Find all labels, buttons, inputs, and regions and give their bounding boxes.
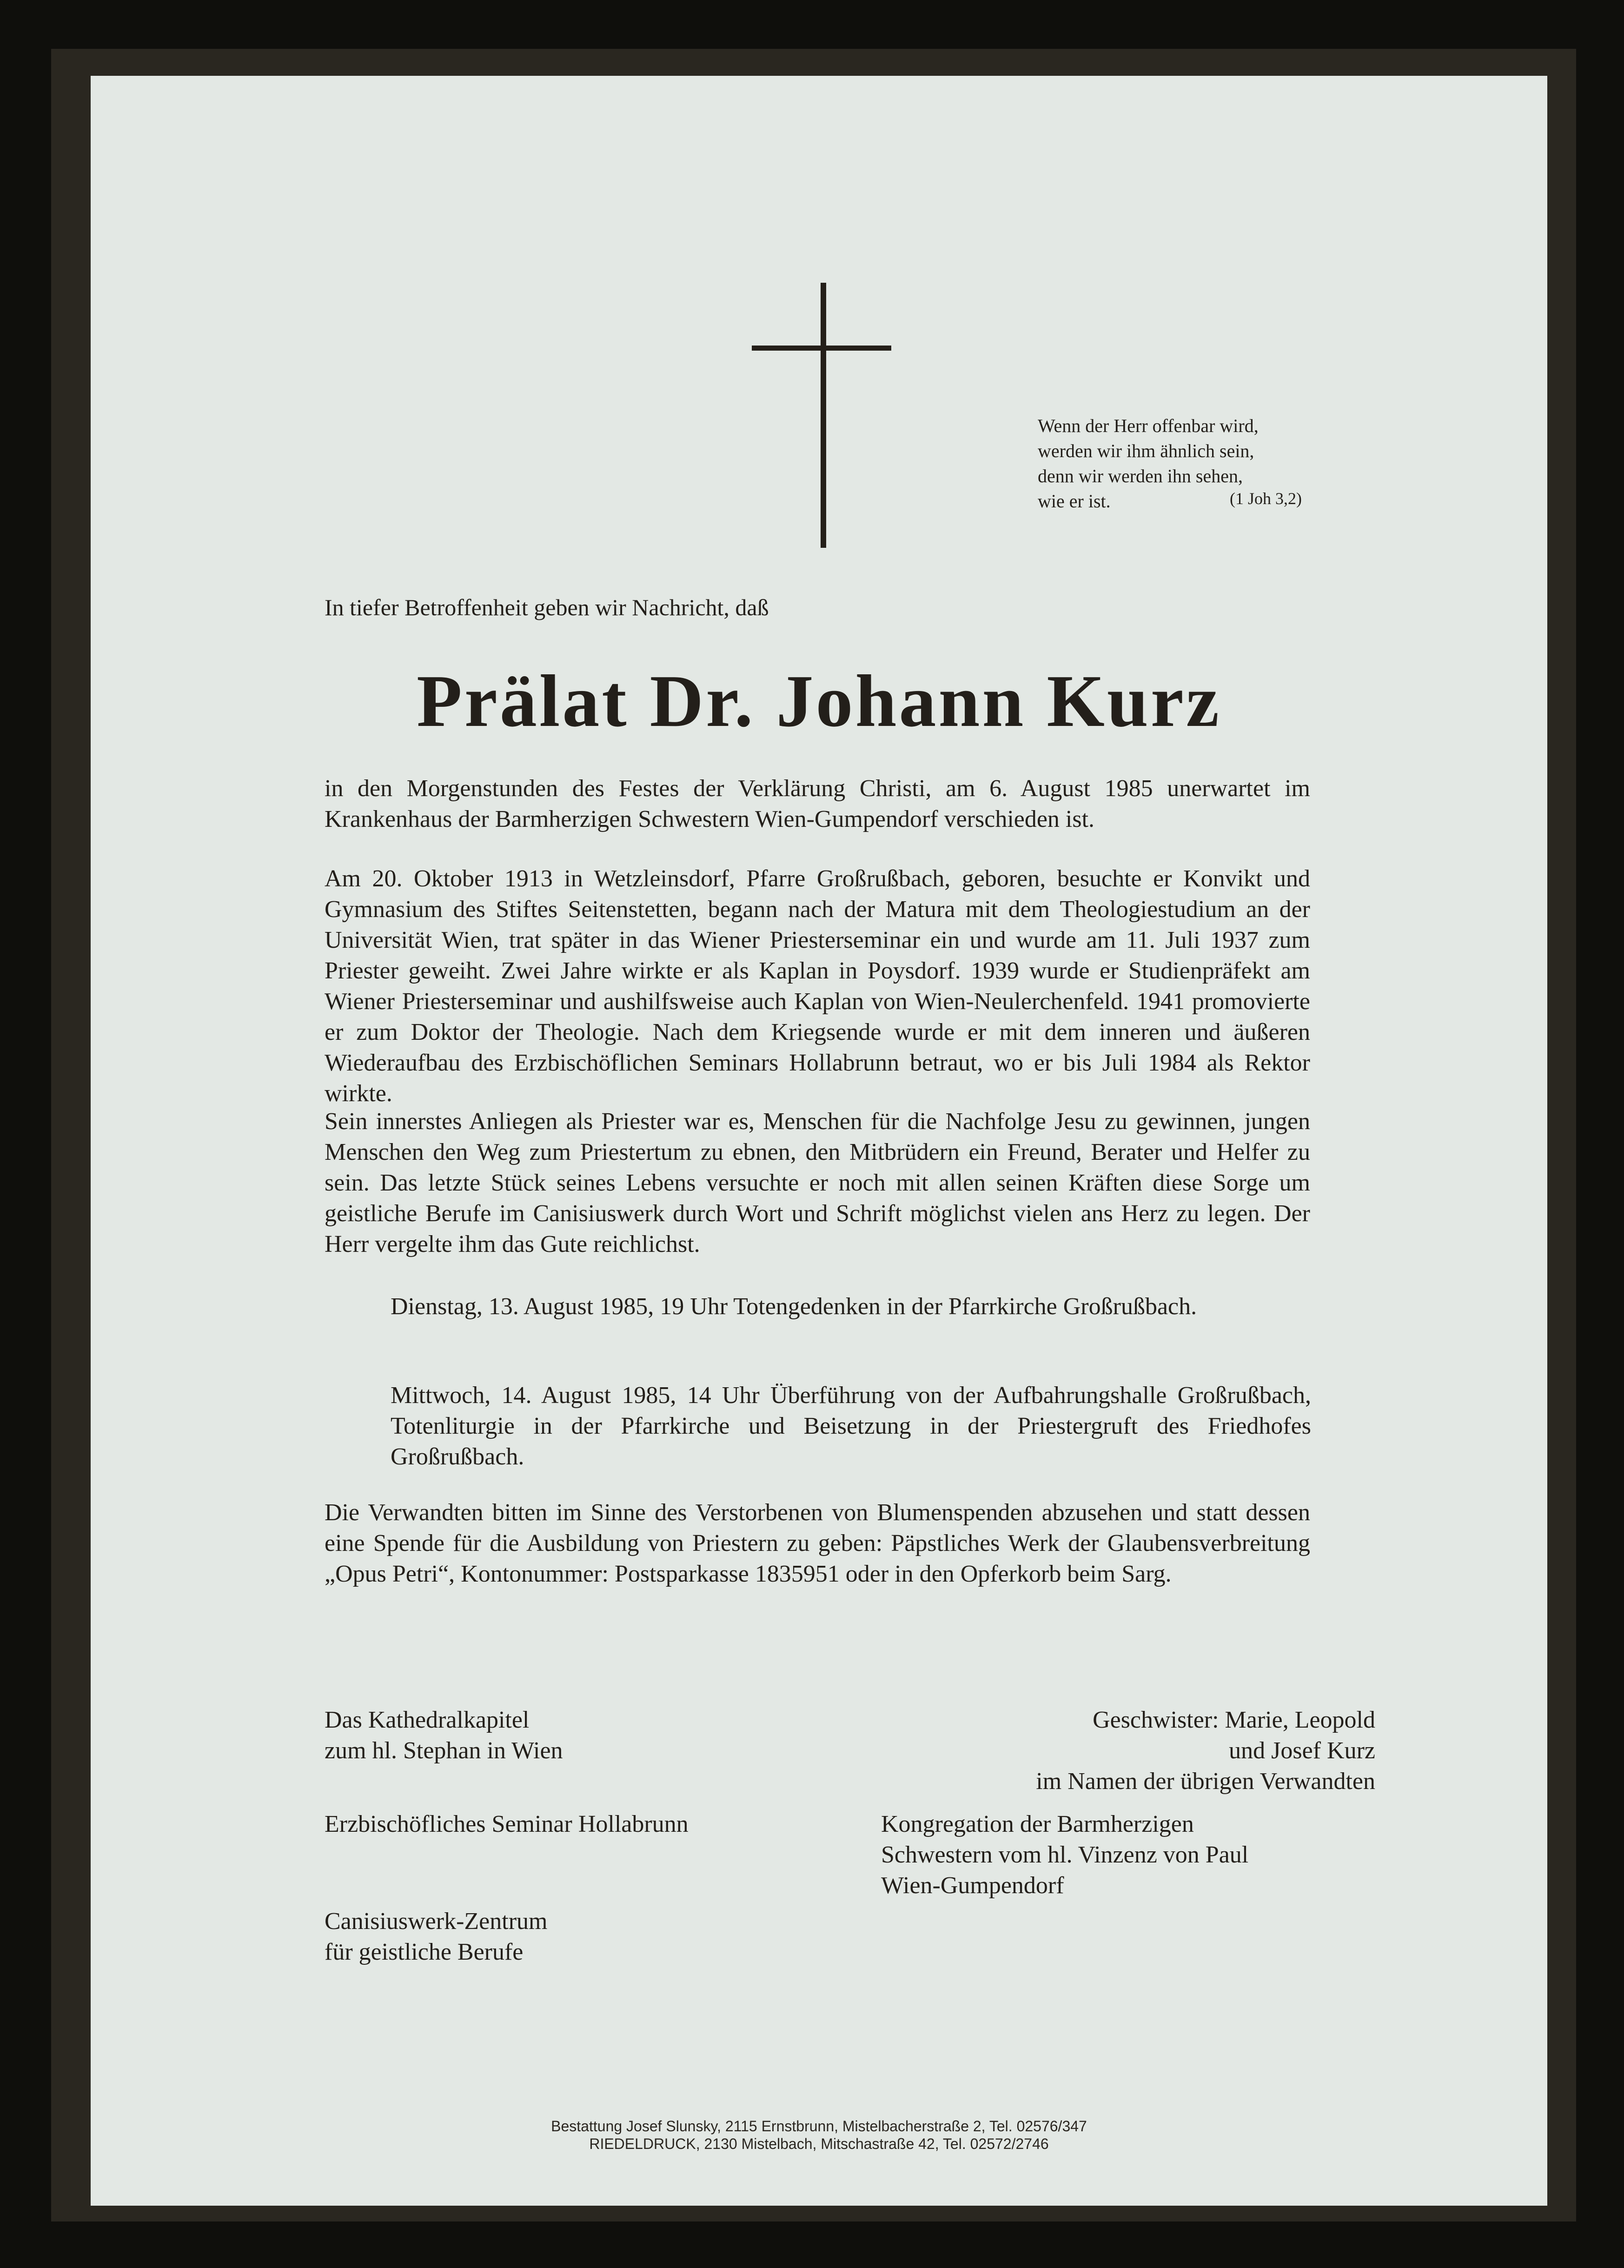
signatory-canisiuswerk: Canisiuswerk-Zentrum für geistliche Berufe <box>325 1908 548 1965</box>
bible-verse: Wenn der Herr offenbar wird, werden wir ihm ähnlich sein, denn wir werden ihn sehen, wie er ist. <box>1038 415 1259 512</box>
signatory-congregation: Kongregation der Barmherzigen Schwestern vom hl. Vinzenz von Paul Wien-Gumpendorf <box>881 1811 1249 1899</box>
biography-paragraph: Am 20. Oktober 1913 in Wetzleinsdorf, Pfarre Großrußbach, geboren, besuchte er Konvikt und Gymnasium des Stiftes Seitenstetten, begann nach der Matura mit dem Theologiestudium an der Universität Wien, trat später in das Wiener Priesterseminar ein und wurde am 11. Juli 1937 zum Priester geweiht. Zwei Jahre wirkte er als Kaplan in Poysdorf. 1939 wurde er Studienpräfekt am Wiener Priesterseminar und aushilfsweise auch Kaplan von Wien-Neulerchenfeld. 1941 promovierte er zum Doktor der Theologie. Nach dem Kriegsende wurde er mit dem inneren und äußeren Wiederaufbau des Erzbischöflichen Seminars Hollabrunn betraut, wo er bis Juli 1984 als Rektor wirkte. <box>325 865 1310 1107</box>
tribute-paragraph: Sein innerstes Anliegen als Priester war es, Menschen für die Nachfolge Jesu zu gewinnen, jungen Menschen den Weg zum Priestertum zu ebnen, den Mitbrüdern ein Freund, Berater und Helfer zu sein. Das letzte Stück seines Lebens versuchte er noch mit allen seinen Kräften diese Sorge um geistliche Berufe im Canisiuswerk durch Wort und Schrift möglichst vielen ans Herz zu legen. Der Herr vergelte ihm das Gute reichlichst. <box>325 1108 1310 1257</box>
cross-icon <box>821 283 826 548</box>
intro-line: In tiefer Betroffenheit geben wir Nachricht, daß <box>325 594 769 620</box>
deceased-name: Prälat Dr. Johann Kurz <box>417 659 1221 742</box>
footer-printer: RIEDELDRUCK, 2130 Mistelbach, Mitschastraße 42, Tel. 02572/2746 <box>589 2135 1049 2152</box>
donation-request: Die Verwandten bitten im Sinne des Verstorbenen von Blumenspenden abzusehen und statt dessen eine Spende für die Ausbildung von Priestern zu geben: Päpstliches Werk der Glaubensverbreitung „Opus Petri“, Kontonummer: Postsparkasse 1835951 oder in den Opferkorb beim Sarg. <box>325 1499 1310 1587</box>
signatory-seminary: Erzbischöfliches Seminar Hollabrunn <box>325 1811 689 1837</box>
obituary-notice <box>91 76 1547 2206</box>
signatory-cathedral-chapter: Das Kathedralkapitel zum hl. Stephan in Wien <box>325 1707 563 1764</box>
signatory-siblings: Geschwister: Marie, Leopold und Josef Kurz im Namen der übrigen Verwandten <box>1036 1707 1375 1795</box>
death-announcement: in den Morgenstunden des Festes der Verklärung Christi, am 6. August 1985 unerwartet im Krankenhaus der Barmherzigen Schwestern Wien-Gumpendorf verschieden ist. <box>325 775 1310 832</box>
event-funeral: Mittwoch, 14. August 1985, 14 Uhr Überführung von der Aufbahrungshalle Großrußbach, Totenliturgie in der Pfarrkirche und Beisetzung in der Priestergruft des Friedhofes Großrußbach. <box>391 1382 1311 1470</box>
printer-footer <box>91 2117 1547 2153</box>
bible-verse-reference: (1 Joh 3,2) <box>1230 489 1302 508</box>
event-memorial: Dienstag, 13. August 1985, 19 Uhr Totengedenken in der Pfarrkirche Großrußbach. <box>391 1293 1197 1320</box>
cross-icon-bar <box>752 346 891 351</box>
footer-funeral-home: Bestattung Josef Slunsky, 2115 Ernstbrunn, Mistelbacherstraße 2, Tel. 02576/347 <box>551 2118 1087 2135</box>
